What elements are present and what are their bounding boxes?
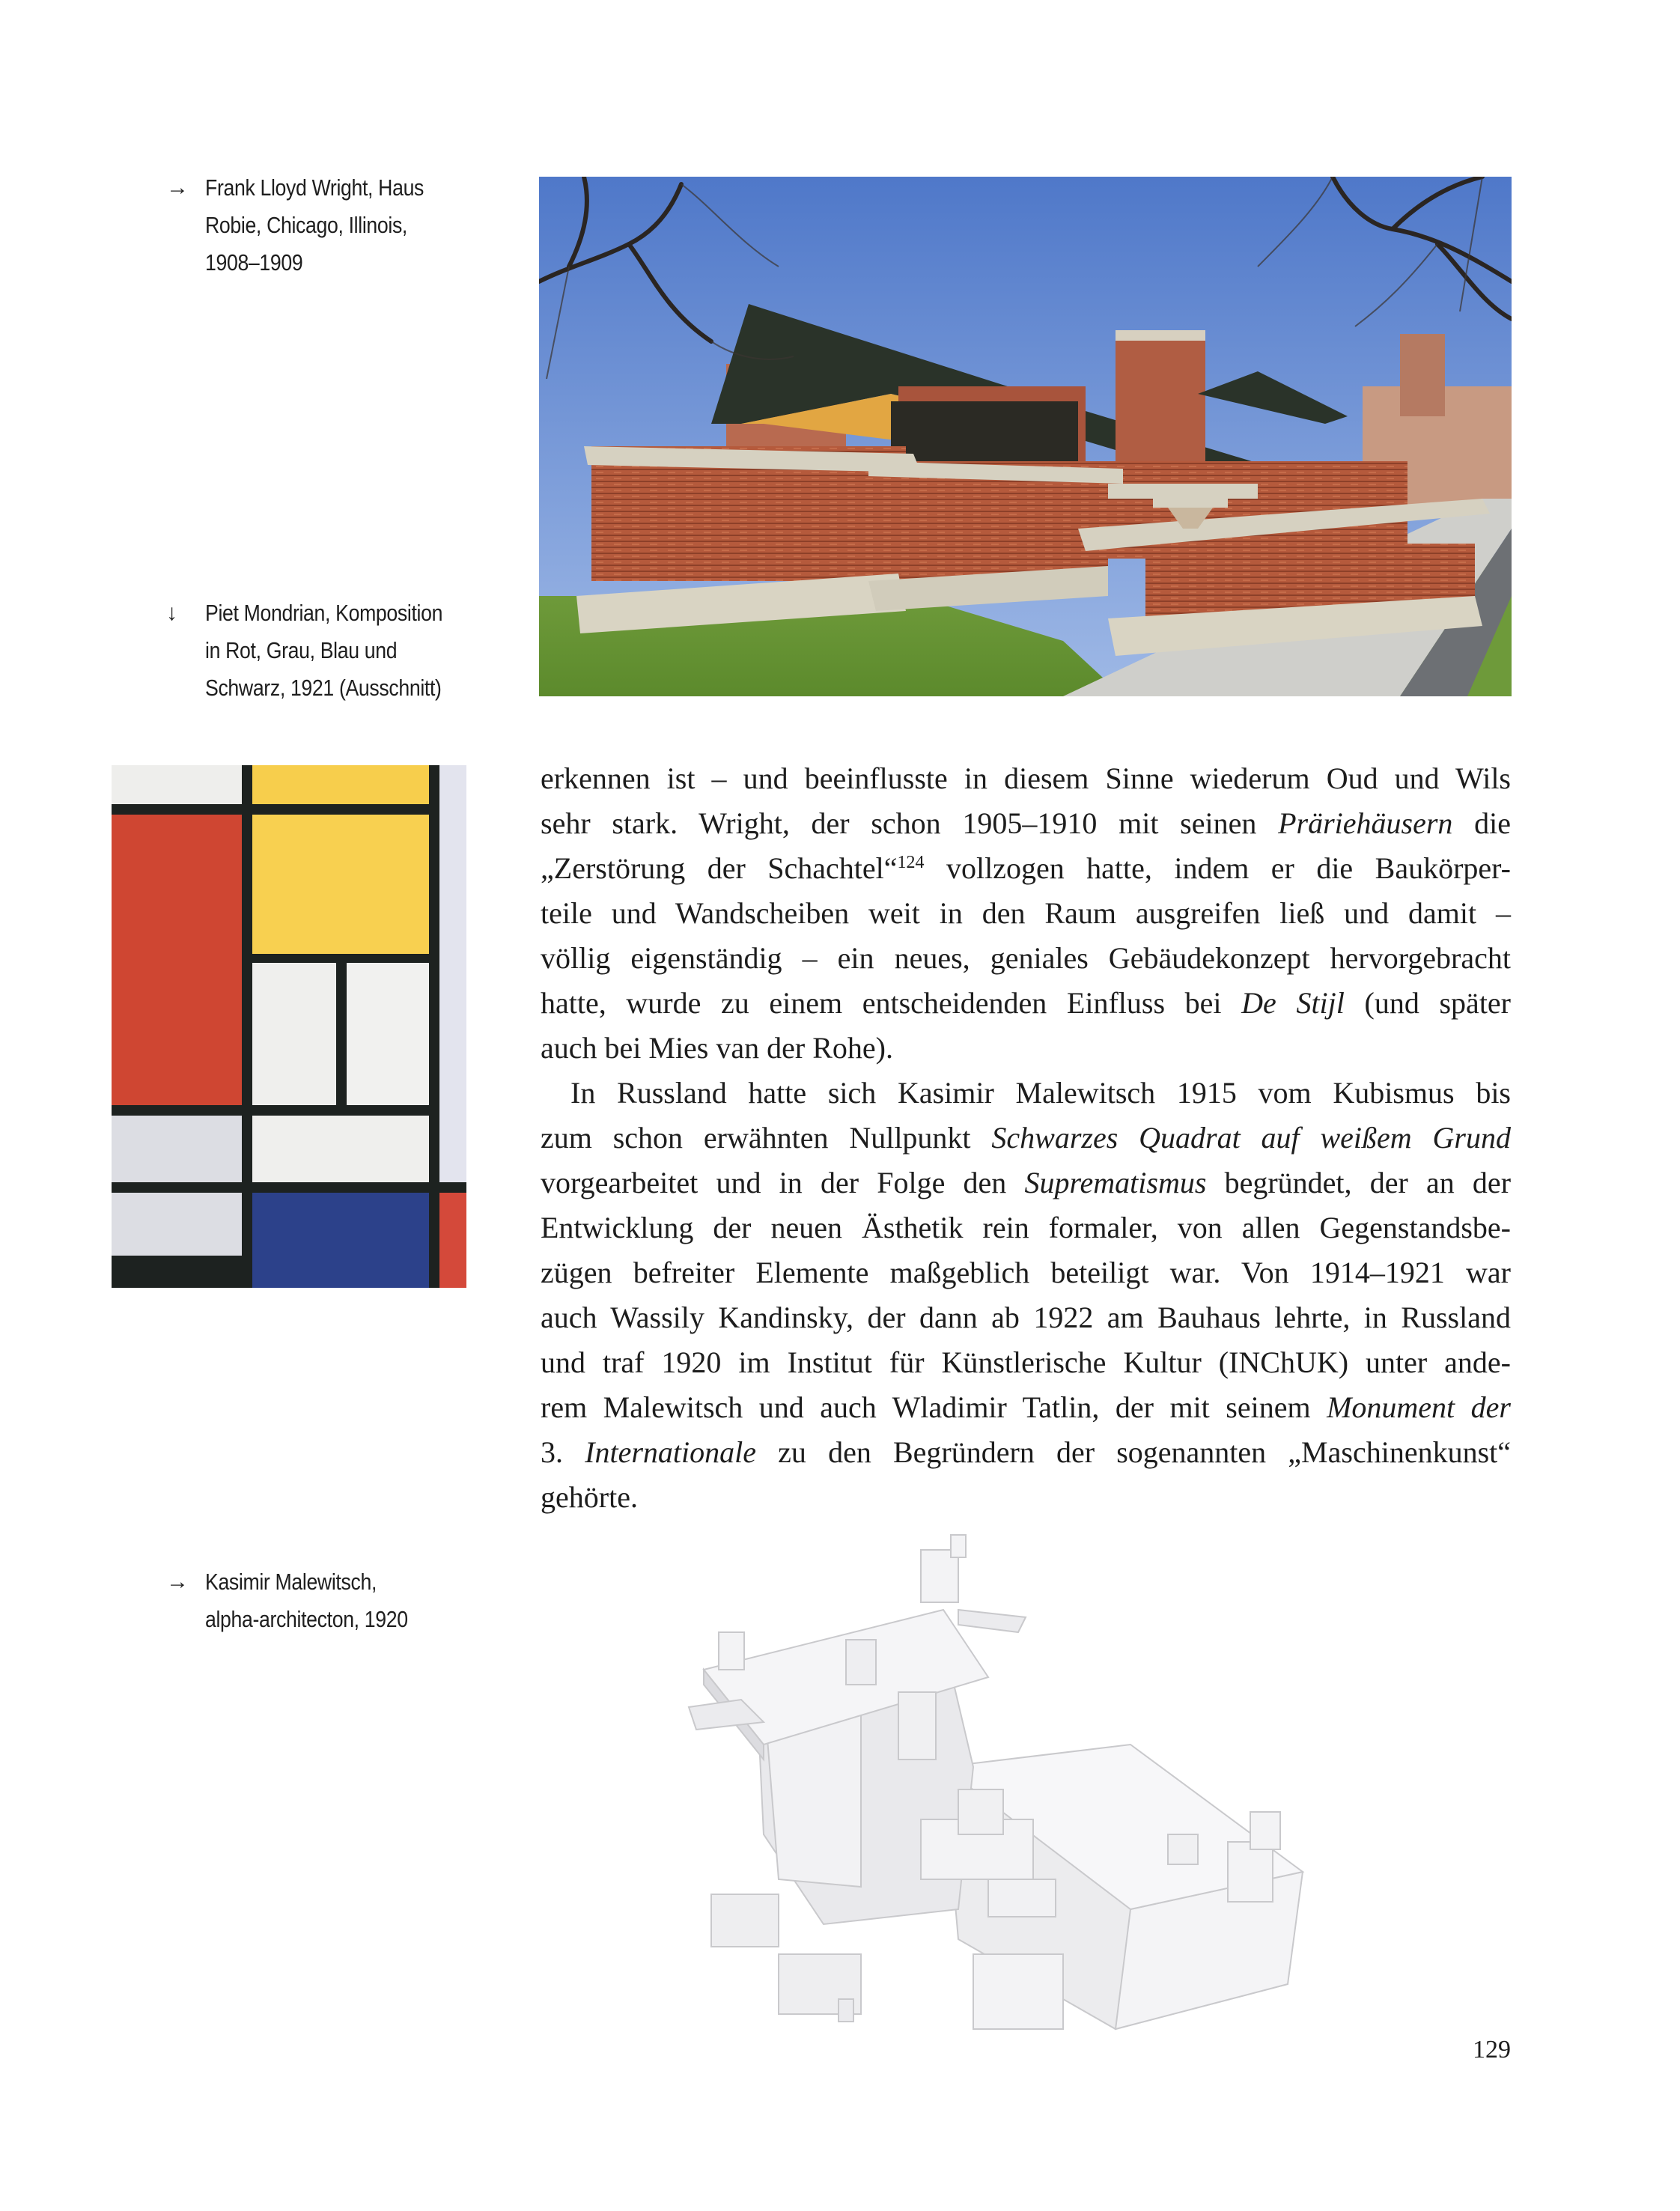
- text-run: auch bei Mies van der Rohe).: [541, 1031, 893, 1065]
- text-run: 3.: [541, 1435, 585, 1469]
- mondrian-cell-gray: [112, 1193, 242, 1256]
- body-line: [541, 1250, 1511, 1295]
- caption-line: Kasimir Malewitsch,: [205, 1569, 377, 1595]
- text-run: (und später: [1344, 986, 1512, 1020]
- body-line: [541, 981, 1511, 1026]
- body-line: [541, 1116, 1511, 1161]
- italic-title: Monument der: [1327, 1390, 1511, 1424]
- body-line: [541, 1071, 1511, 1116]
- body-line: [541, 1430, 1511, 1475]
- caption-robie-house: [166, 169, 460, 282]
- mondrian-cell-yellow: [252, 765, 429, 804]
- text-run: vollzogen hatte, indem er die Baukörper-: [924, 851, 1511, 885]
- text-run: vorgearbeitet und in der Folge den: [541, 1166, 1025, 1199]
- caption-line: Frank Lloyd Wright, Haus: [205, 174, 424, 201]
- body-line: [541, 1161, 1511, 1205]
- text-run: und traf 1920 im Institut für Künstlerische Kultur (INChUK) unter ande-: [541, 1345, 1511, 1379]
- body-line: [541, 846, 1511, 891]
- arrow-right-icon: →: [166, 1569, 189, 1594]
- caption-line: Robie, Chicago, Illinois,: [205, 212, 407, 238]
- body-line: [541, 1475, 1511, 1520]
- italic-title: Präriehäusern: [1278, 806, 1453, 840]
- text-run: teile und Wandscheiben weit in den Raum ausgreifen ließ und damit –: [541, 896, 1511, 930]
- text-run: Entwicklung der neuen Ästhetik rein formaler, von allen Gegenstandsbe-: [541, 1211, 1511, 1244]
- italic-title: De Stijl: [1241, 986, 1345, 1020]
- mondrian-cell-white: [252, 1116, 429, 1182]
- body-line: [541, 1205, 1511, 1250]
- body-text: [541, 756, 1511, 1520]
- caption-line: in Rot, Grau, Blau und: [205, 637, 398, 663]
- caption-line: 1908–1909: [205, 249, 303, 276]
- text-run: auch Wassily Kandinsky, der dann ab 1922 am Bauhaus lehrte, in Russland: [541, 1301, 1511, 1334]
- mondrian-cell-gray: [112, 1116, 242, 1182]
- caption-line: alpha-architecton, 1920: [205, 1606, 408, 1632]
- caption-mondrian: [166, 594, 481, 707]
- robie-house-photo: [539, 177, 1512, 696]
- body-line: [541, 801, 1511, 846]
- text-run: „Zerstörung der Schachtel“: [541, 851, 898, 885]
- caption-line: Piet Mondrian, Komposition: [205, 600, 443, 626]
- body-line: [541, 1026, 1511, 1071]
- text-run: rem Malewitsch und auch Wladimir Tatlin, der mit seinem: [541, 1390, 1327, 1424]
- text-run: zu den Begründern der sogenannten „Maschinenkunst“: [756, 1435, 1511, 1469]
- body-line: [541, 1385, 1511, 1430]
- body-line: [541, 1340, 1511, 1385]
- italic-title: Internationale: [585, 1435, 757, 1469]
- caption-malevich: [166, 1563, 441, 1638]
- arrow-down-icon: ↓: [166, 600, 177, 625]
- mondrian-cell-white: [252, 963, 336, 1105]
- mondrian-cell-red: [112, 815, 242, 1105]
- caption-text: [205, 1563, 408, 1638]
- mondrian-cell-blue: [252, 1193, 429, 1288]
- text-run: gehörte.: [541, 1480, 638, 1514]
- body-line: [541, 1295, 1511, 1340]
- text-run: die: [1452, 806, 1511, 840]
- text-run: zügen befreiter Elemente maßgeblich beteiligt war. Von 1914–1921 war: [541, 1256, 1511, 1289]
- body-line: [541, 756, 1511, 801]
- italic-title: Schwarzes Quadrat auf weißem Grund: [991, 1121, 1511, 1155]
- malevich-architecton-photo: [674, 1520, 1393, 2044]
- mondrian-cell-red: [439, 1193, 466, 1288]
- text-run: sehr stark. Wright, der schon 1905–1910 mit seinen: [541, 806, 1279, 840]
- body-line: [541, 891, 1511, 936]
- mondrian-cell-white: [347, 963, 429, 1105]
- caption-text: [205, 594, 442, 707]
- mondrian-cell-yellow: [252, 815, 429, 954]
- text-run: zum schon erwähnten Nullpunkt: [541, 1121, 992, 1155]
- body-line: [541, 936, 1511, 981]
- text-run: hatte, wurde zu einem entscheidenden Einfluss bei: [541, 986, 1242, 1020]
- arrow-right-icon: →: [166, 175, 189, 200]
- caption-text: [205, 169, 424, 282]
- mondrian-cell-lavender: [439, 765, 466, 1182]
- caption-line: Schwarz, 1921 (Ausschnitt): [205, 675, 442, 701]
- italic-title: Suprematismus: [1024, 1166, 1207, 1199]
- text-run: erkennen ist – und beeinflusste in diesem Sinne wiederum Oud und Wils: [541, 761, 1511, 795]
- mondrian-painting: [112, 765, 466, 1288]
- footnote-reference: 124: [897, 853, 925, 872]
- text-run: völlig eigenständig – ein neues, geniales Gebäudekonzept hervorgebracht: [541, 941, 1511, 975]
- text-run: In Russland hatte sich Kasimir Malewitsch 1915 vom Kubismus bis: [570, 1076, 1511, 1110]
- page-number: 129: [1473, 2036, 1511, 2064]
- text-run: begründet, der an der: [1206, 1166, 1512, 1199]
- mondrian-cell-white: [112, 765, 242, 804]
